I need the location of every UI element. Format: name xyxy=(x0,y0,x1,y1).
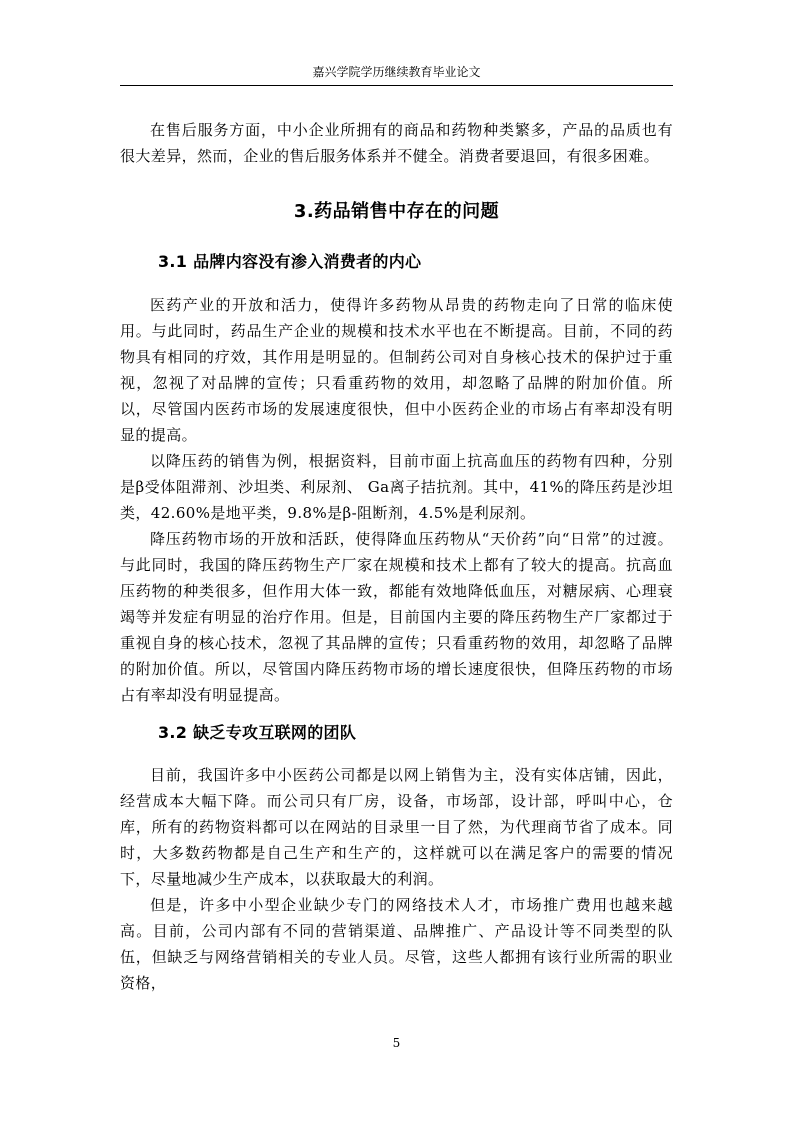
header-title: 嘉兴学院学历继续教育毕业论文 xyxy=(312,65,481,79)
body-paragraph: 医药产业的开放和活力，使得许多药物从昂贵的药物走向了日常的临床使用。与此同时，药品生产企业的规模和技术水平也在不断提高。目前，不同的药物具有相同的疗效，其作用是明显的。但制药公司对自身核心技术的保护过于重视，忽视了对品牌的宣传；只看重药物的效用，却忽略了品牌的附加价值。所以，尽管国内医药市场的发展速度很快，但中小医药企业的市场占有率却没有明显的提高。 xyxy=(120,296,673,444)
body-paragraph: 以降压药的销售为例，根据资料，目前市面上抗高血压的药物有四种，分别是β受体阻滞剂、沙坦类、利尿剂、 Ga离子拮抗剂。其中，41%的降压药是沙坦类，42.60%是地平类，9.8%是β-阻断剂，4.5%是利尿剂。 xyxy=(120,452,673,522)
page-header xyxy=(120,64,673,86)
page-body xyxy=(120,117,673,996)
intro-paragraph: 在售后服务方面，中小企业所拥有的商品和药物种类繁多，产品的品质也有很大差异，然而，企业的售后服务体系并不健全。消费者要退回，有很多困难。 xyxy=(120,121,673,165)
body-paragraph: 目前，我国许多中小医药公司都是以网上销售为主，没有实体店铺，因此，经营成本大幅下降。而公司只有厂房，设备，市场部，设计部，呼叫中心，仓库，所有的药物资料都可以在网站的目录里一目了然，为代理商节省了成本。同时，大多数药物都是自己生产和生产的，这样就可以在满足客户的需要的情况下，尽量地减少生产成本，以获取最大的利润。 xyxy=(120,766,673,888)
page-number xyxy=(0,1035,793,1051)
section-heading: 3.2 缺乏专攻互联网的团队 xyxy=(158,723,357,742)
page-number-text: 5 xyxy=(392,1036,401,1050)
body-paragraph: 但是，许多中小型企业缺少专门的网络技术人才，市场推广费用也越来越高。目前，公司内部有不同的营销渠道、品牌推广、产品设计等不同类型的队伍，但缺乏与网络营销相关的专业人员。尽管，这些人都拥有该行业所需的职业资格， xyxy=(120,896,673,992)
chapter-title: 3.药品销售中存在的问题 xyxy=(293,201,500,222)
section-heading: 3.1 品牌内容没有渗入消费者的内心 xyxy=(158,252,422,271)
body-paragraph: 降压药物市场的开放和活跃，使得降血压药物从“天价药”向“日常”的过渡。与此同时，我国的降压药物生产厂家在规模和技术上都有了较大的提高。抗高血压药物的种类很多，但作用大体一致，都能有效地降低血压，对糖尿病、心理衰竭等并发症有明显的治疗作用。但是，目前国内主要的降压药物生产厂家都过于重视自身的核心技术，忽视了其品牌的宣传；只看重药物的效用，却忽略了品牌的附加价值。所以，尽管国内降压药物市场的增长速度很快，但降压药物的市场占有率却没有明显提高。 xyxy=(120,530,673,704)
